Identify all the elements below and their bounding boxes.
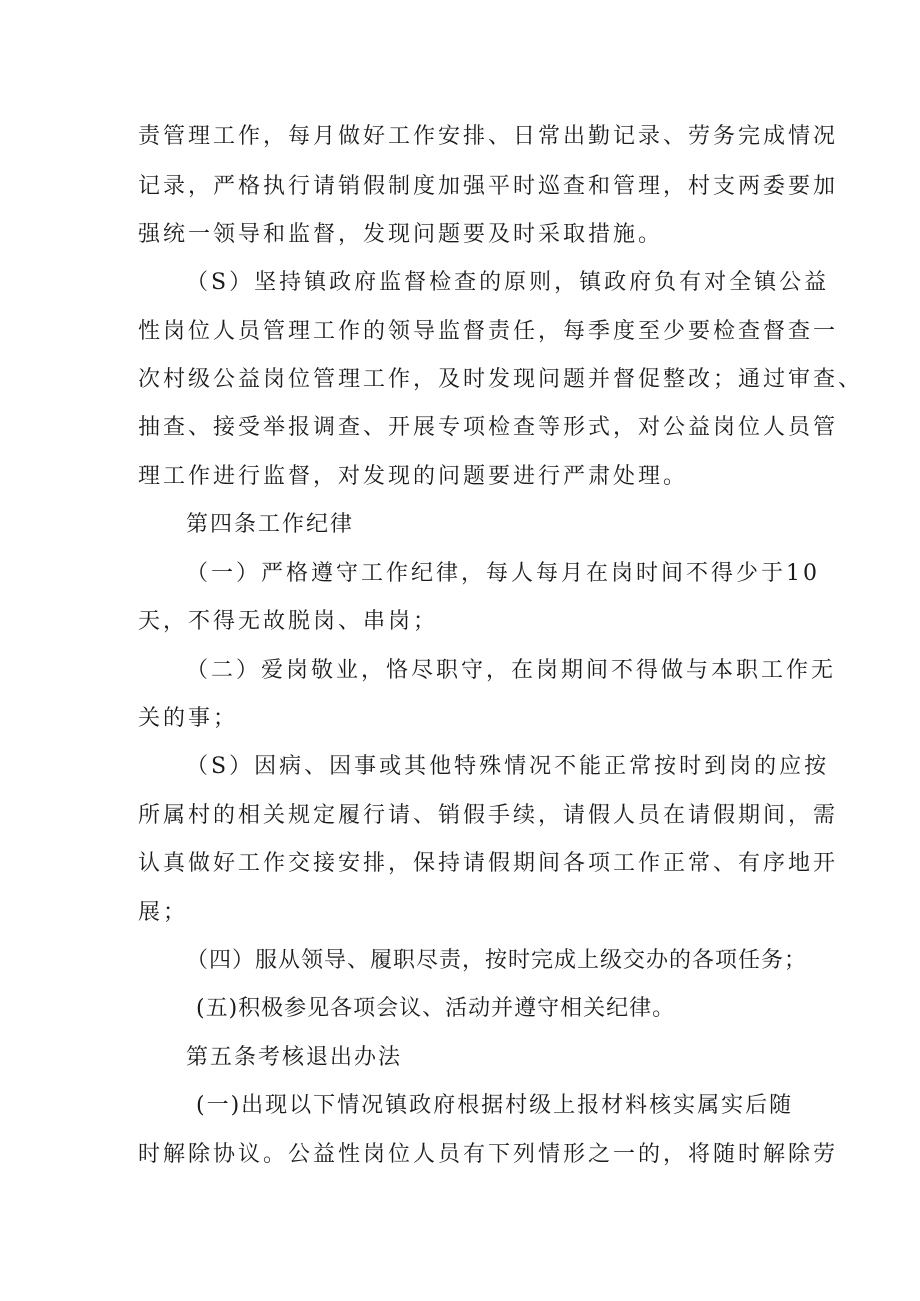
body-text-line: 抽查、接受举报调查、开展专项检查等形式，对公益岗位人员管	[138, 415, 839, 440]
body-text-line: 次村级公益岗位管理工作，及时发现问题并督促整改；通过审查、	[138, 367, 864, 392]
body-text-line: 强统一领导和监督，发现问题要及时采取措施。	[138, 222, 664, 247]
section-heading: 第四条工作纪律	[186, 512, 355, 537]
body-text-line: 所属村的相关规定履行请、销假手续，请假人员在请假期间，需	[138, 803, 839, 828]
paragraph-start-line: （S）坚持镇政府监督检查的原则，镇政府负有对全镇公益	[186, 270, 830, 295]
body-text-line: 性岗位人员管理工作的领导监督责任，每季度至少要检查督查一	[138, 319, 839, 344]
body-text-line: 天，不得无故脱岗、串岗；	[138, 609, 439, 634]
paragraph-start-line: （S）因病、因事或其他特殊情况不能正常按时到岗的应按	[186, 754, 830, 779]
body-text-line: 时解除协议。公益性岗位人员有下列情形之一的，将随时解除劳	[138, 1142, 839, 1167]
body-text-line: 认真做好工作交接安排，保持请假期间各项工作正常、有序地开	[138, 851, 839, 876]
paragraph-start-line: （一）严格遵守工作纪律，每人每月在岗时间不得少于10	[186, 561, 820, 586]
paragraph-start-line: （二）爱岗敬业，恪尽职守，在岗期间不得做与本职工作无	[186, 658, 837, 683]
body-text-line: 记录，严格执行请销假制度加强平时巡查和管理，村支两委要加	[138, 174, 839, 199]
body-text-line: 展；	[138, 900, 189, 925]
body-text-line: 理工作进行监督，对发现的问题要进行严肃处理。	[138, 464, 689, 489]
paragraph-start-line: (五)积极参见各项会议、活动并遵守相关纪律。	[196, 996, 676, 1021]
body-text-line: 关的事；	[138, 706, 239, 731]
section-heading: 第五条考核退出办法	[186, 1045, 403, 1070]
paragraph-start-line: (一)出现以下情况镇政府根据村级上报材料核实属实后随	[196, 1093, 794, 1118]
body-text-line: 责管理工作，每月做好工作安排、日常出勤记录、劳务完成情况	[138, 124, 839, 149]
paragraph-start-line: （四）服从领导、履职尽责，按时完成上级交办的各项任务；	[186, 948, 808, 973]
